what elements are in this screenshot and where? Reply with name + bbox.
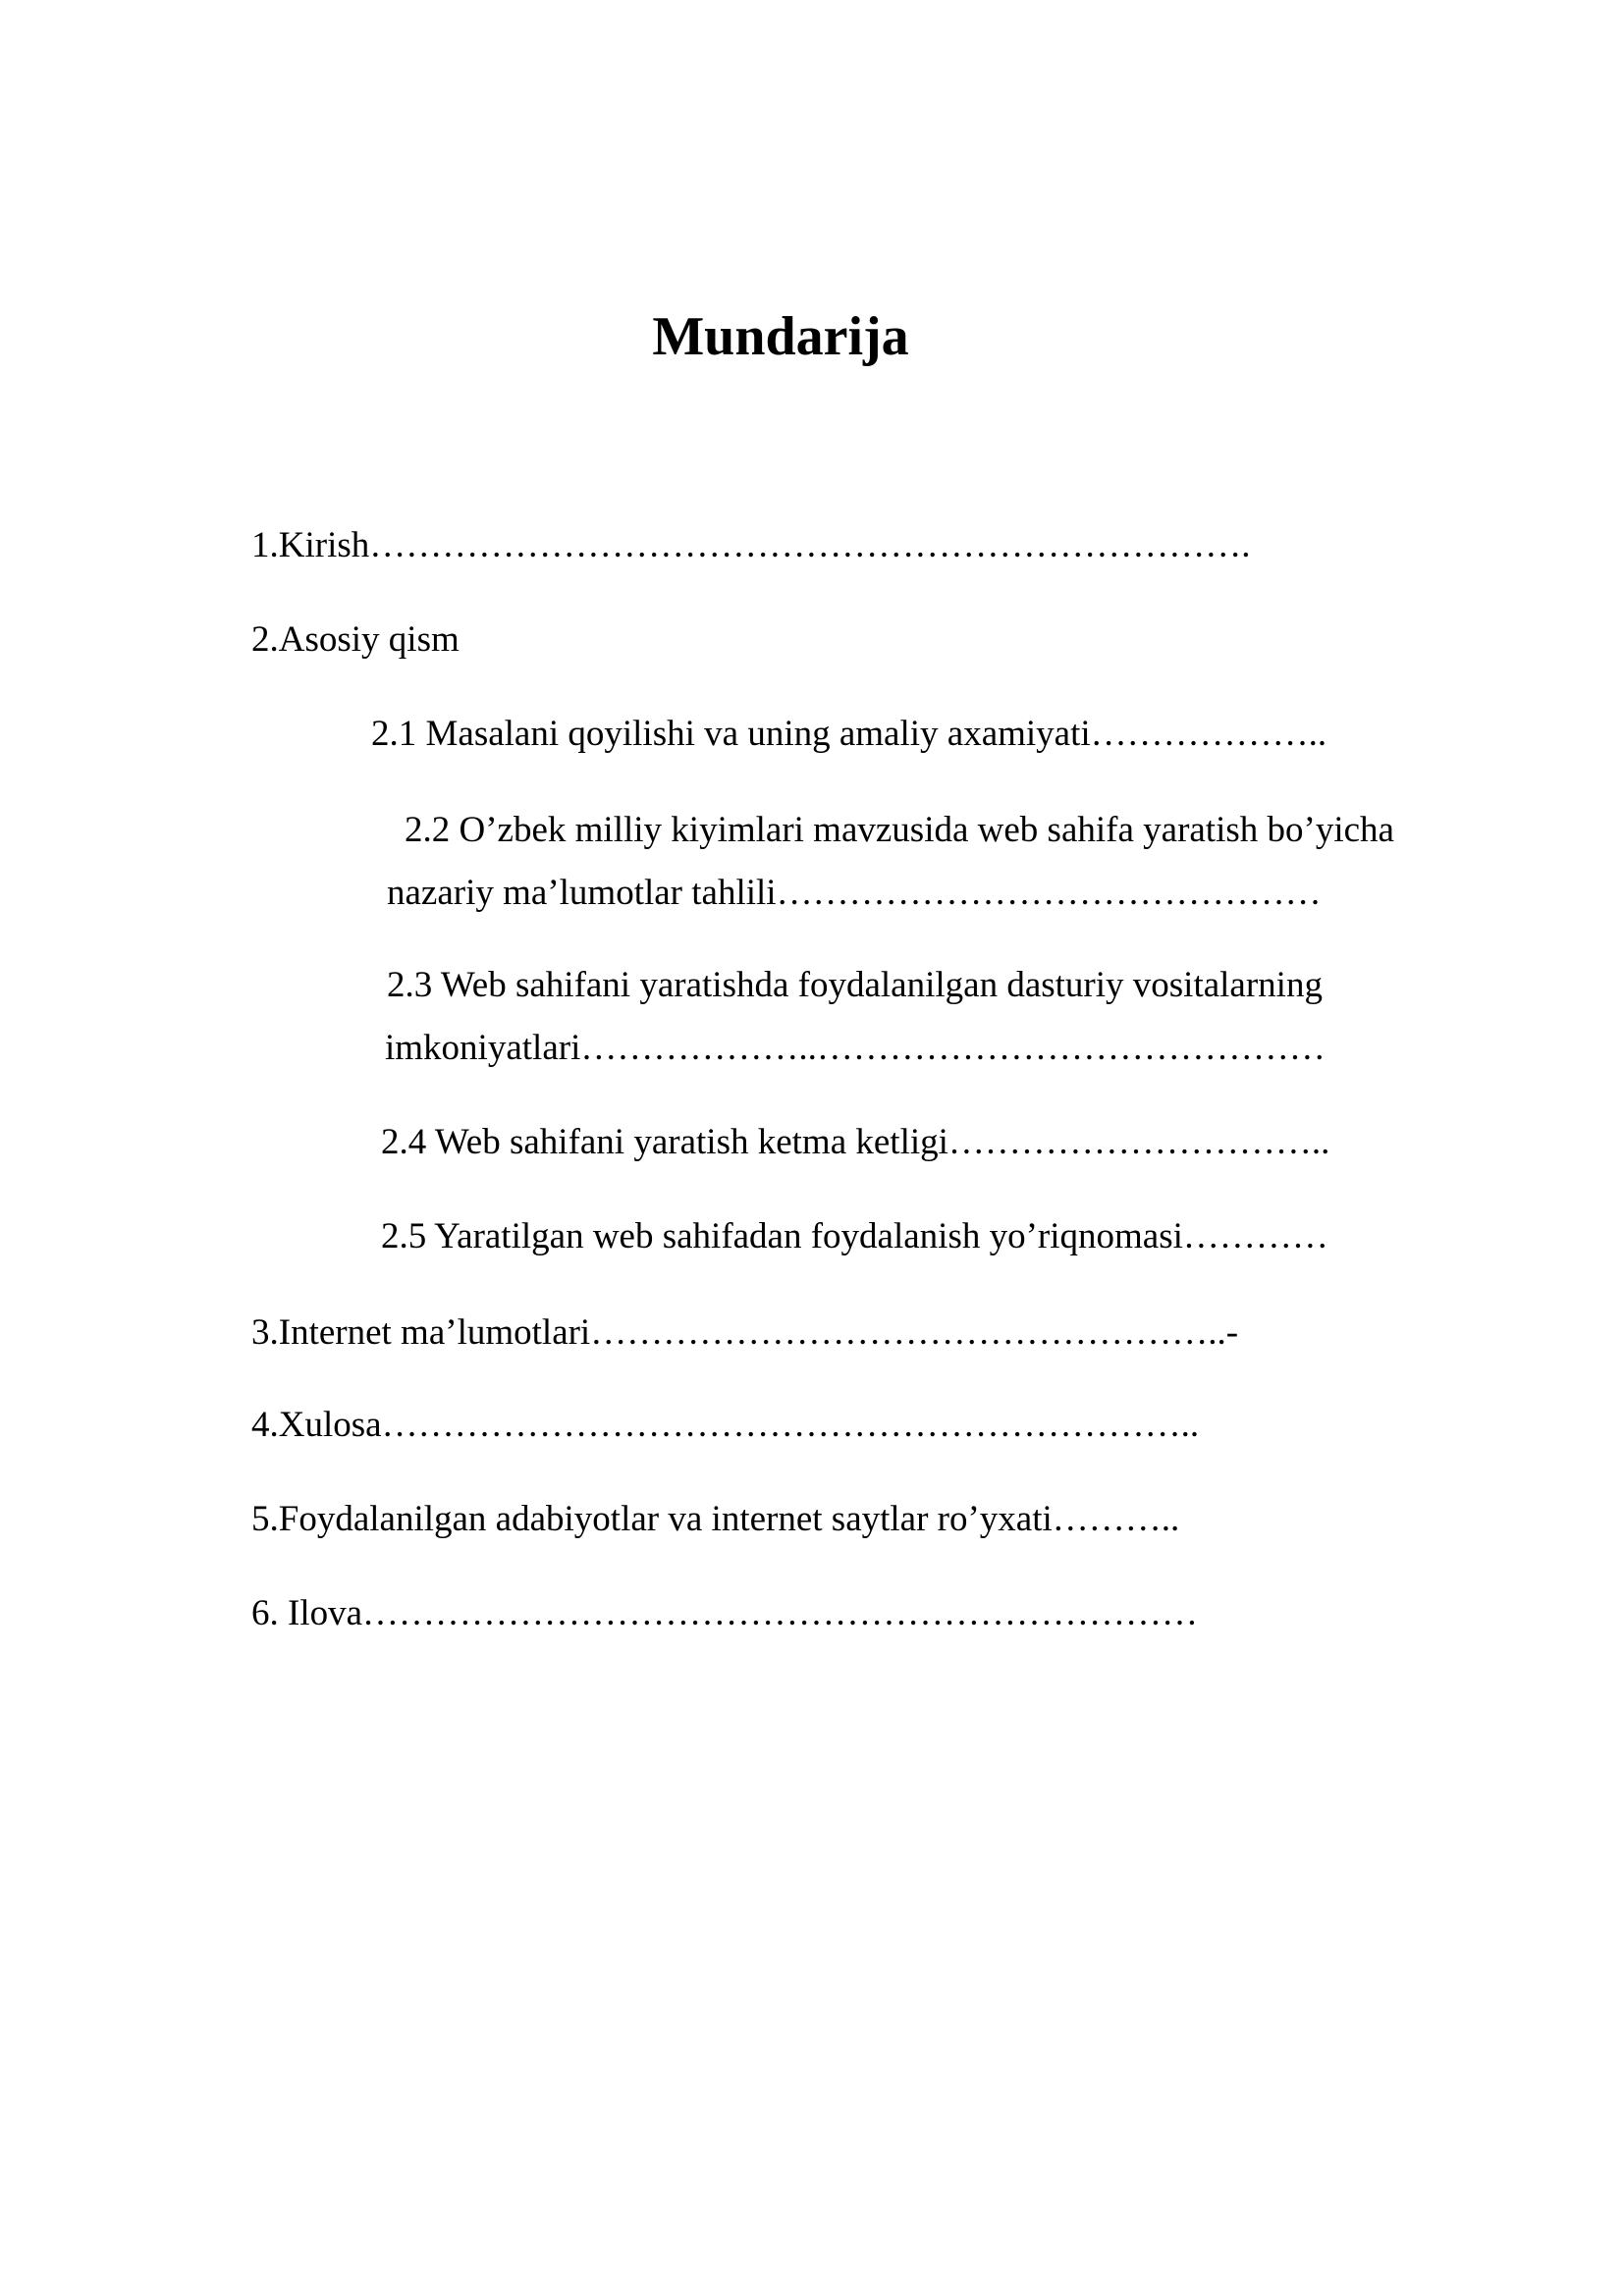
toc-item-2-1: 2.1 Masalani qoyilishi va uning amaliy axamiyati……………….. xyxy=(371,714,1327,754)
toc-item-xulosa: 4.Xulosa………………………………………………………….. xyxy=(251,1405,1200,1445)
toc-item-kirish: 1.Kirish………………………………………………………………. xyxy=(251,525,1251,565)
toc-item-2-5: 2.5 Yaratilgan web sahifadan foydalanish yo’riqnomasi………… xyxy=(381,1216,1328,1256)
toc-item-2-2-continued: nazariy ma’lumotlar tahlili……………………………………… xyxy=(387,873,1322,913)
toc-item-2-4: 2.4 Web sahifani yaratish ketma ketligi………………………….. xyxy=(381,1122,1330,1162)
toc-item-2-3-continued: imkoniyatlari………………..…………………………………… xyxy=(385,1028,1326,1068)
toc-item-internet: 3.Internet ma’lumotlari……………………………………………..- xyxy=(251,1312,1239,1353)
toc-item-2-2: 2.2 O’zbek milliy kiyimlari mavzusida web sahifa yaratish bo’yicha xyxy=(405,810,1394,850)
toc-item-ilova: 6. Ilova…………………………………………………………… xyxy=(251,1593,1199,1633)
toc-item-2-3: 2.3 Web sahifani yaratishda foydalanilgan dasturiy vositalarning xyxy=(387,965,1323,1005)
toc-item-asosiy-qism: 2.Asosiy qism xyxy=(251,619,460,660)
toc-item-foydalanilgan: 5.Foydalanilgan adabiyotlar va internet saytlar ro’yxati……….. xyxy=(251,1499,1180,1539)
page-title: Mundarija xyxy=(652,306,909,367)
